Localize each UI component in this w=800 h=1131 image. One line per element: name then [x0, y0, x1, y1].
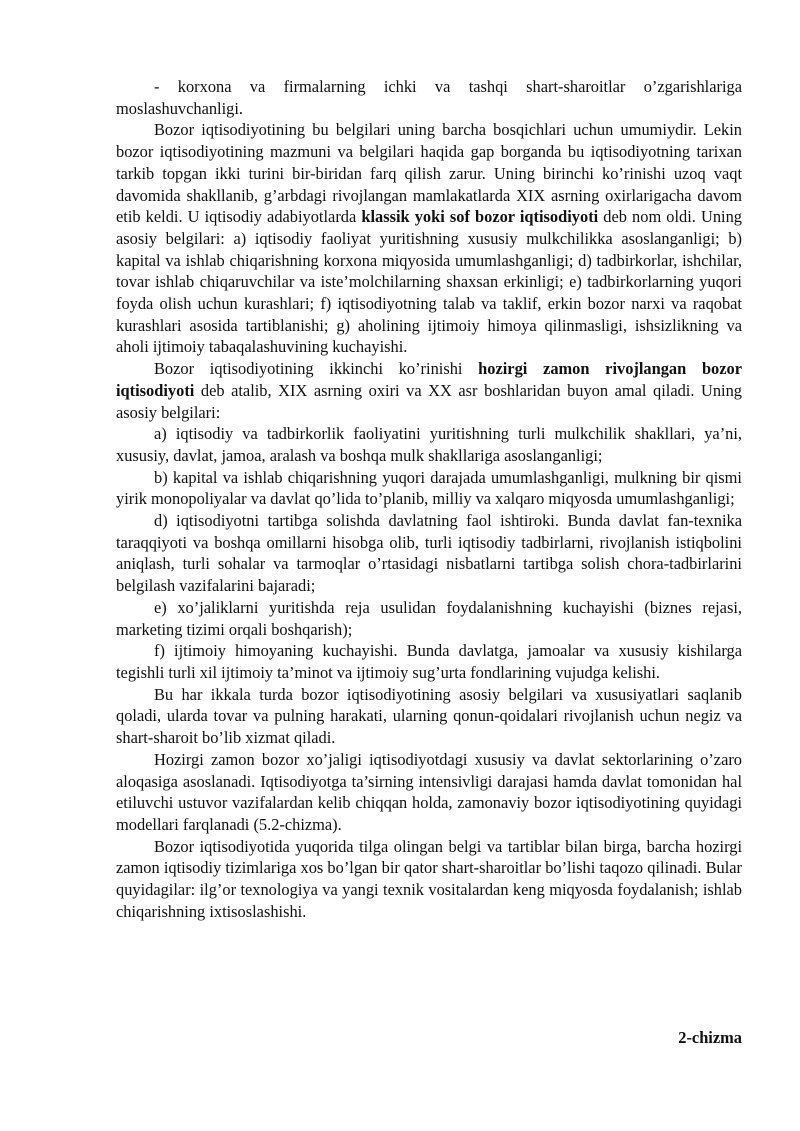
paragraph — [116, 836, 742, 923]
paragraph — [116, 749, 742, 836]
text-run: b) kapital va ishlab chiqarishning yuqori darajada umumlashganligi, mulkning bir qismi yirik monopoliyalar va davlat qo’lida to’planib, milliy va xalqaro miqyosda umumlashganligi; — [116, 467, 742, 509]
figure-caption: 2-chizma — [678, 1028, 742, 1047]
body-text — [116, 76, 742, 922]
bold-term: klassik yoki sof bozor iqtisodiyoti — [361, 207, 599, 227]
text-run: Hozirgi zamon bozor xo’jaligi iqtisodiyotdagi xususiy va davlat sektorlarining o’zaro aloqasiga asoslanadi. Iqtisodiyotga ta’sirning intensivligi darajasi hamda davlat tomonidan hal etiluvchi ustuvor vazifalardan kelib chiqqan holda, zamonaviy bozor iqtisodiyotining quyidagi modellari farqlanadi (5.2-chizma). — [116, 749, 742, 834]
text-run: Bu har ikkala turda bozor iqtisodiyotining asosiy belgilari va xususiyatlari saqlanib qoladi, ularda tovar va pulning harakati, ularning qonun-qoidalari rivojlanish uchun negiz va shart-sharoit bo’lib xizmat qiladi. — [116, 684, 742, 748]
text-run: d) iqtisodiyotni tartibga solishda davlatning faol ishtiroki. Bunda davlat fan-texnika taraqqiyoti va boshqa omillarni hisobga olib, turli iqtisodiy tadbirlarni, rivojlanish istiqbolini aniqlash, turli sohalar va tarmoqlar o’rtasidagi nisbatlarni tartibga solish chora-tadbirlarini belgilash vazifalarini bajaradi; — [116, 511, 742, 596]
text-run: Bozor iqtisodiyotining bu belgilari uning barcha bosqichlari uchun umumiydir. Lekin bozor iqtisodiyotining mazmuni va belgilari haqida gap borganda bu iqtisodiyotning tarixan tarkib topgan ikki turini bir-biridan farq qilish zarur. Uning birinchi ko’rinishi uzoq vaqt davomida shakllanib, g’arbdagi rivojlangan mamlakatlarda XIX asrning oxirlarigacha davom etib keldi. U iqtisodiy adabiyotlarda — [116, 120, 742, 227]
paragraph — [116, 76, 742, 119]
paragraph — [116, 510, 742, 597]
text-run: - korxona va firmalarning ichki va tashqi shart-sharoitlar o’zgarishlariga moslashuvchanligi. — [116, 77, 742, 118]
text-run: f) ijtimoiy himoyaning kuchayishi. Bunda davlatga, jamoalar va xususiy kishilarga tegishli turli xil ijtimoiy ta’minot va ijtimoiy sug’urta fondlarining vujudga kelishi. — [116, 641, 742, 682]
text-run: deb atalib, XIX asrning oxiri va XX asr boshlaridan buyon amal qiladi. Uning asosiy belgilari: — [116, 380, 742, 422]
bold-term: hozirgi zamon rivojlangan bozor iqtisodiyoti — [116, 359, 742, 400]
text-run: e) xo’jaliklarni yuritishda reja usulidan foydalanishning kuchayishi (biznes rejasi, marketing tizimi orqali boshqarish); — [116, 597, 742, 639]
text-run: deb nom oldi. Uning asosiy belgilari: a) iqtisodiy faoliyat yuritishning xususiy mulkchilikka asoslanganligi; b) kapital va ishlab chiqarishning korxona miqyosida umumlashganligi; d) tadbirkorlar, ishchilar, tovar ishlab chiqaruvchilar va iste’molchilarning shaxsan erkinligi; e) tadbirkorlarning yuqori foyda olish uchun kurashlari; f) iqtisodiyotning talab va taklif, erkin bozor narxi va raqobat kurashlari asosida tartiblanishi; g) aholining ijtimoiy himoya qilinmasligi, ishsizlikning va aholi ijtimoiy tabaqalashuvining kuchayishi. — [116, 207, 742, 357]
paragraph — [116, 467, 742, 510]
paragraph — [116, 597, 742, 640]
paragraph — [116, 640, 742, 683]
text-run: a) iqtisodiy va tadbirkorlik faoliyatini yuritishning turli mulkchilik shakllari, ya’ni, xususiy, davlat, jamoa, aralash va boshqa mulk shakllariga asoslanganligi; — [116, 424, 742, 465]
paragraph — [116, 119, 742, 358]
paragraph — [116, 358, 742, 423]
text-run: Bozor iqtisodiyotining ikkinchi ko’rinishi — [154, 359, 479, 379]
paragraph — [116, 423, 742, 466]
paragraph — [116, 684, 742, 749]
text-run: Bozor iqtisodiyotida yuqorida tilga olingan belgi va tartiblar bilan birga, barcha hozirgi zamon iqtisodiy tizimlariga xos bo’lgan bir qator shart-sharoitlar bo’lishi taqozo qilinadi. Bular quyidagilar: ilg’or texnologiya va yangi texnik vositalardan keng miqyosda foydalanish; ishlab chiqarishning ixtisoslashishi. — [116, 836, 742, 921]
